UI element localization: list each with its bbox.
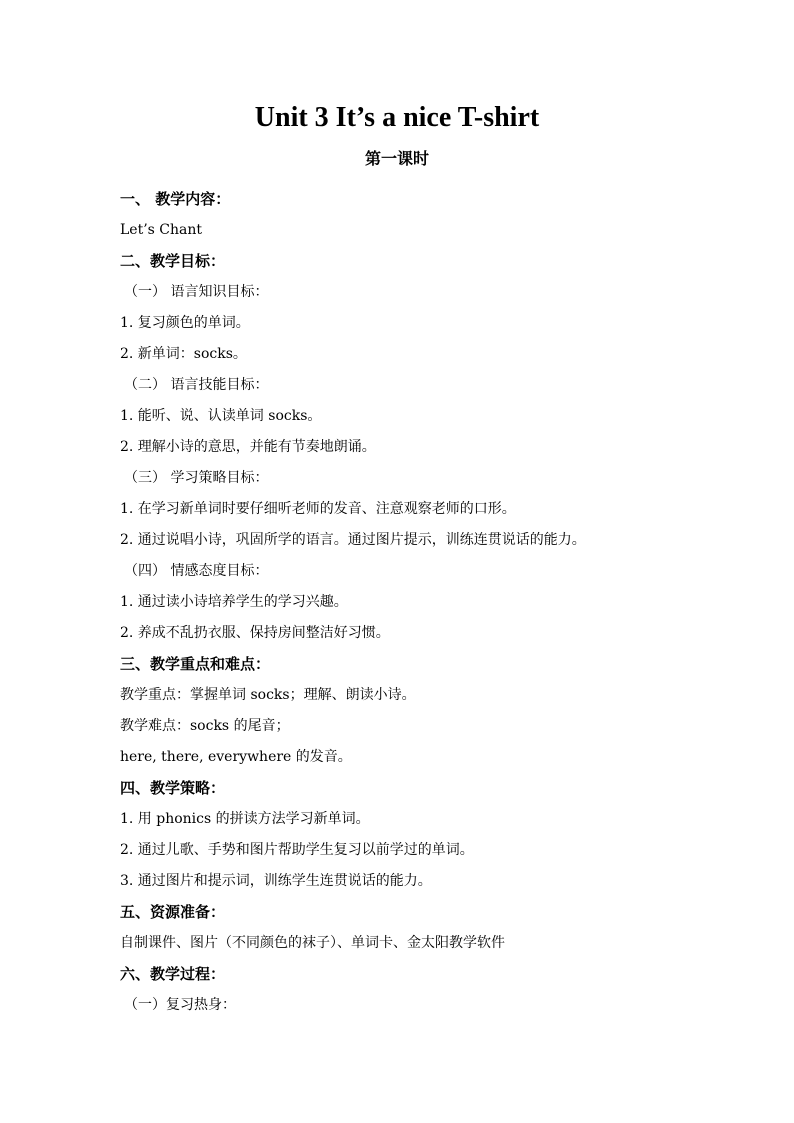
subsection-heading: （一） 语言知识目标： <box>124 284 269 300</box>
body-line: 2. 新单词：socks。 <box>120 346 247 362</box>
body-line: 1. 能听、说、认读单词 socks。 <box>120 408 322 424</box>
subsection-heading: （二） 语言技能目标： <box>124 377 269 393</box>
section-heading: 二、教学目标： <box>120 252 226 270</box>
body-line: here, there, everywhere 的发音。 <box>120 749 352 765</box>
body-line: 2. 通过说唱小诗，巩固所学的语言。通过图片提示，训练连贯说话的能力。 <box>120 532 586 548</box>
subsection-heading: （三） 学习策略目标： <box>124 470 269 486</box>
body-line: 1. 在学习新单词时要仔细听老师的发音、注意观察老师的口形。 <box>120 501 516 517</box>
body-line: 1. 用 phonics 的拼读方法学习新单词。 <box>120 811 370 827</box>
body-line: 2. 理解小诗的意思，并能有节奏地朗诵。 <box>120 439 376 455</box>
section-heading: 六、教学过程： <box>120 965 226 983</box>
body-line: 自制课件、图片（不同颜色的袜子）、单词卡、金太阳教学软件 <box>120 935 505 951</box>
body-line: 2. 通过儿歌、手势和图片帮助学生复习以前学过的单词。 <box>120 842 474 858</box>
document-subtitle: 第一课时 <box>364 149 429 168</box>
section-heading: 三、教学重点和难点： <box>120 655 271 673</box>
subsection-heading: （四） 情感态度目标： <box>124 563 269 579</box>
document-body <box>120 184 760 1021</box>
body-line: 3. 通过图片和提示词，训练学生连贯说话的能力。 <box>120 873 432 889</box>
body-line: 教学重点：掌握单词 socks；理解、朗读小诗。 <box>120 687 416 703</box>
subsection-heading: （一）复习热身： <box>124 997 236 1013</box>
section-heading: 一、 教学内容： <box>120 190 231 208</box>
document-title: Unit 3 It’s a nice T-shirt <box>254 102 540 133</box>
body-line: Let’s Chant <box>120 222 203 238</box>
section-heading: 四、教学策略： <box>120 779 226 797</box>
body-line: 教学难点：socks 的尾音； <box>120 718 290 734</box>
body-line: 2. 养成不乱扔衣服、保持房间整洁好习惯。 <box>120 625 390 641</box>
body-line: 1. 通过读小诗培养学生的学习兴趣。 <box>120 594 348 610</box>
section-heading: 五、资源准备： <box>120 903 226 921</box>
body-line: 1. 复习颜色的单词。 <box>120 315 250 331</box>
